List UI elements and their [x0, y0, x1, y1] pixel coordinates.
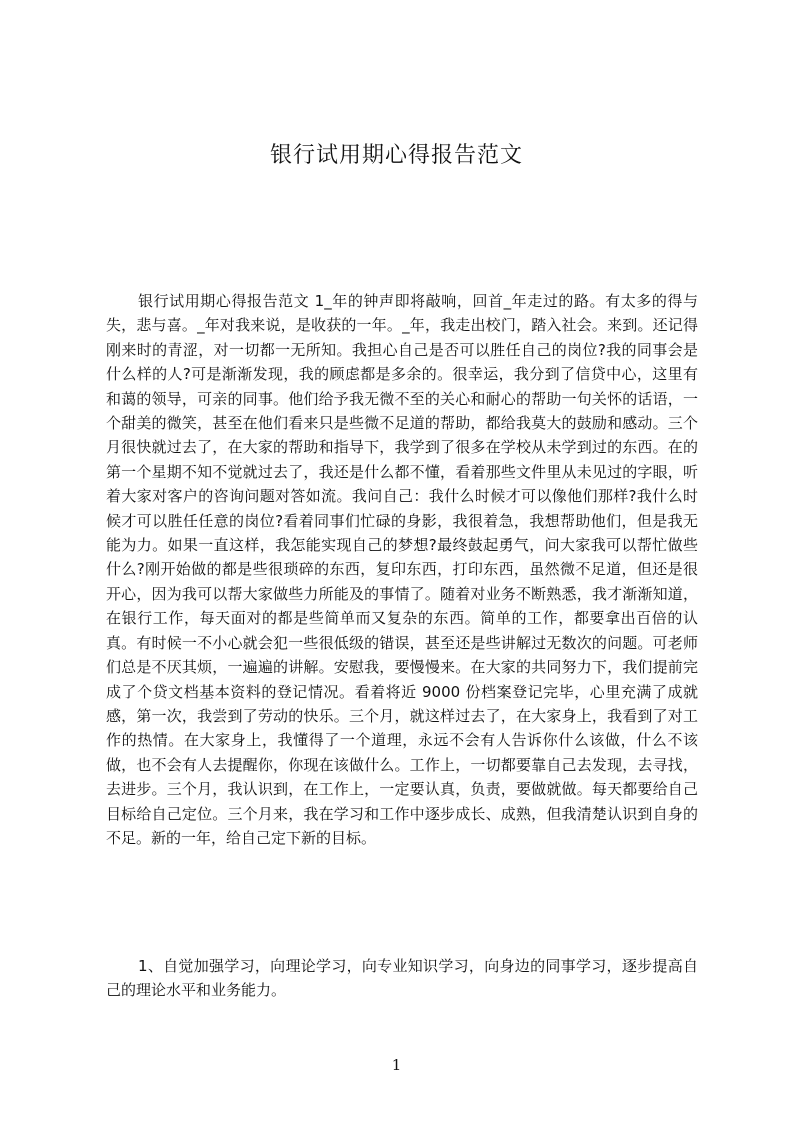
- page-title: 银行试用期心得报告范文: [269, 143, 523, 168]
- page-number: 1: [391, 1056, 402, 1074]
- body-paragraph: 银行试用期心得报告范文 1_年的钟声即将敲响，回首_年走过的路。有太多的得与失，悲与喜。_年对我来说，是收获的一年。_年，我走出校门，踏入社会。来到。还记得刚来时的青涩，对一切都一无所知。我担心自己是否可以胜任自己的岗位?我的同事会是什么样的人?可是渐渐发现，我的顾虑都是多余的。很幸运，我分到了信贷中心，这里有和蔼的领导，可亲的同事。他们给予我无微不至的关心和耐心的帮助一句关怀的话语，一个甜美的微笑，甚至在他们看来只是些微不足道的帮助，都给我莫大的鼓励和感动。三个月很快就过去了，在大家的帮助和指导下，我学到了很多在学校从未学到过的东西。在的第一个星期不知不觉就过去了，我还是什么都不懂，看着那些文件里从未见过的字眼，听着大家对客户的咨询问题对答如流。我问自己：我什么时候才可以像他们那样?我什么时候才可以胜任任意的岗位?看着同事们忙碌的身影，我很着急，我想帮助他们，但是我无能为力。如果一直这样，我怎能实现自己的梦想?最终鼓起勇气，问大家我可以帮忙做些什么?刚开始做的都是些很琐碎的东西，复印东西，打印东西，虽然微不足道，但还是很开心，因为我可以帮大家做些力所能及的事情了。随着对业务不断熟悉，我才渐渐知道，在银行工作，每天面对的都是些简单而又复杂的东西。简单的工作，都要拿出百倍的认真。有时候一不小心就会犯一些很低级的错误，甚至还是些讲解过无数次的问题。可老师们总是不厌其烦，一遍遍的讲解。安慰我，要慢慢来。在大家的共同努力下，我们提前完成了个贷文档基本资料的登记情况。看着将近 9000 份档案登记完毕，心里充满了成就感，第一次，我尝到了劳动的快乐。三个月，就这样过去了，在大家身上，我看到了对工作的热情。在大家身上，我懂得了一个道理，永远不会有人告诉你什么该做，什么不该做，也不会有人去提醒你，你现在该做什么。工作上，一切都要靠自己去发现，去寻找，去进步。三个月，我认识到，在工作上，一定要认真，负责，要做就做。每天都要给自己目标给自己定位。三个月来，我在学习和工作中逐步成长、成熟，但我清楚认识到自身的不足。新的一年，给自己定下新的目标。: [106, 292, 698, 847]
- body-paragraph: 1、自觉加强学习，向理论学习，向专业知识学习，向身边的同事学习，逐步提高自己的理论水平和业务能力。: [106, 957, 698, 1000]
